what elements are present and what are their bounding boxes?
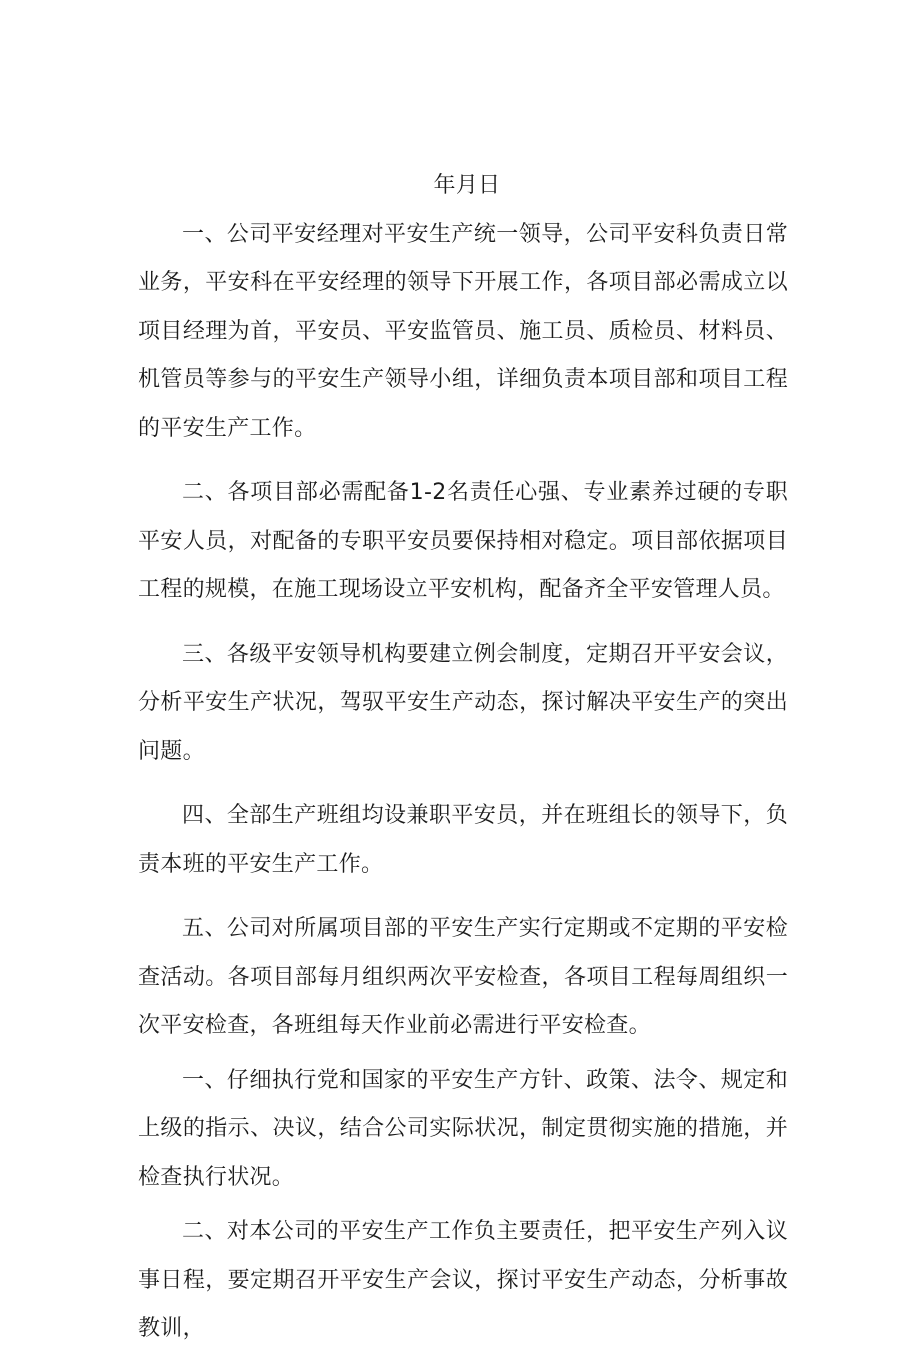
document-body: [138, 162, 788, 1354]
paragraph-2: 二、各项目部必需配备1-2名责任心强、专业素养过硬的专职平安人员，对配备的专职平安员要保持相对稳定。项目部依据项目工程的规模，在施工现场设立平安机构，配备齐全平安管理人员。: [138, 480, 788, 602]
paragraph-1: 一、公司平安经理对平安生产统一领导，公司平安科负责日常业务，平安科在平安经理的领导下开展工作，各项目部必需成立以项目经理为首，平安员、平安监管员、施工员、质检员、材料员、机管员等参与的平安生产领导小组，详细负责本项目部和项目工程的平安生产工作。: [138, 221, 788, 441]
paragraph-7: 二、对本公司的平安生产工作负主要责任，把平安生产列入议事日程，要定期召开平安生产会议，探讨平安生产动态，分析事故教训，: [138, 1219, 788, 1341]
paragraph-3: 三、各级平安领导机构要建立例会制度，定期召开平安会议，分析平安生产状况，驾驭平安生产动态，探讨解决平安生产的突出问题。: [138, 641, 788, 764]
paragraph-5: 五、公司对所属项目部的平安生产实行定期或不定期的平安检查活动。各项目部每月组织两次平安检查，各项目工程每周组织一次平安检查，各班组每天作业前必需进行平安检查。: [138, 916, 788, 1038]
date-line: 年月日: [433, 173, 501, 198]
paragraph-4: 四、全部生产班组均设兼职平安员，并在班组长的领导下，负责本班的平安生产工作。: [138, 803, 788, 877]
paragraph-6: 一、仔细执行党和国家的平安生产方针、政策、法令、规定和上级的指示、决议，结合公司实际状况，制定贯彻实施的措施，并检查执行状况。: [138, 1067, 788, 1190]
